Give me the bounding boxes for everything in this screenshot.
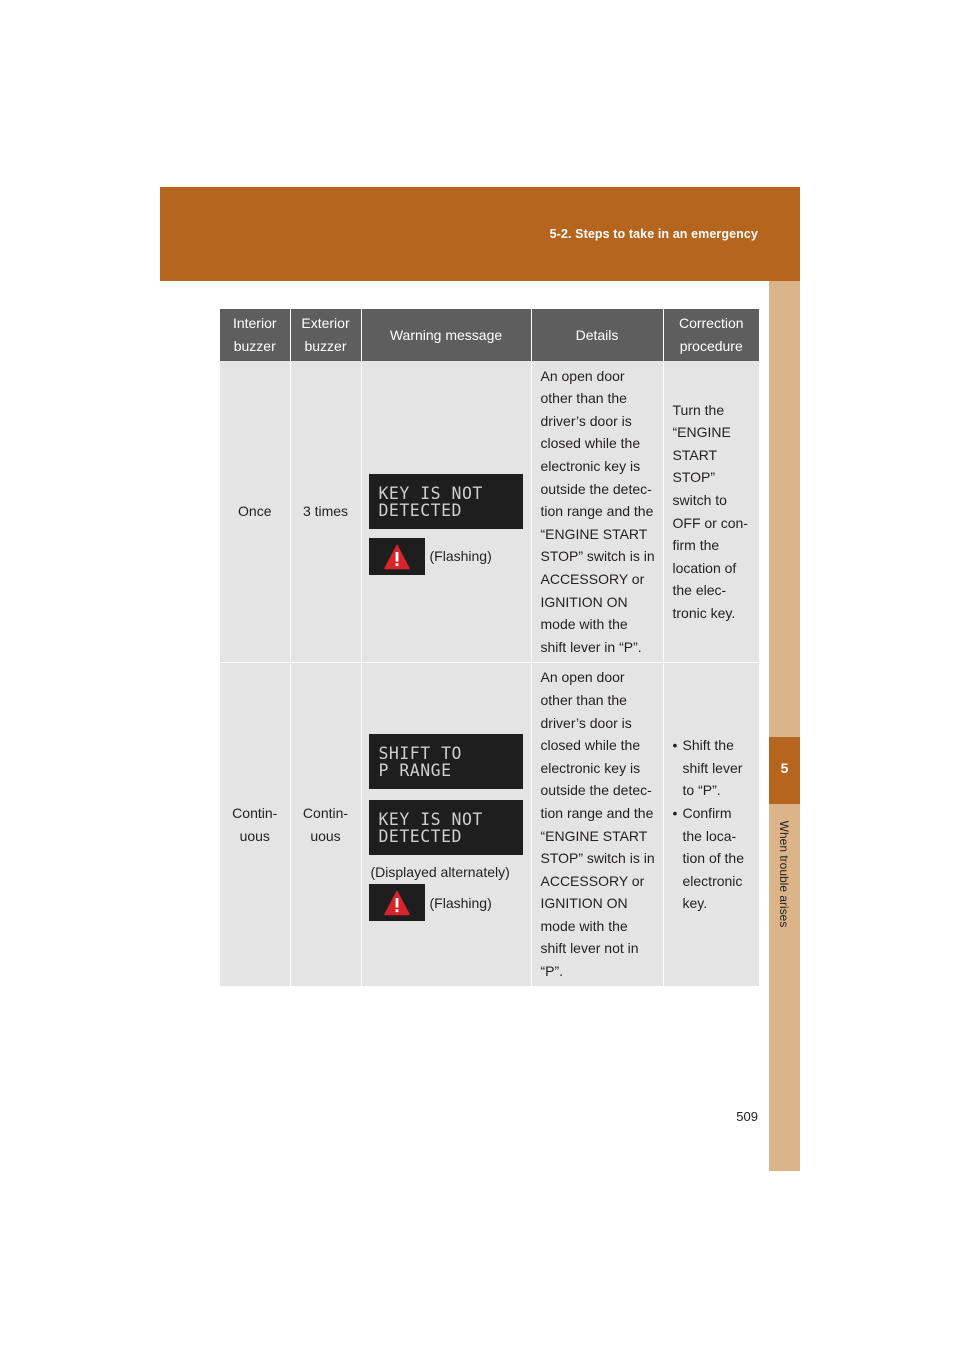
warning-triangle-icon [369,884,425,921]
lcd-display: SHIFT TO P RANGE [369,734,523,789]
header-details: Details [531,309,663,361]
bullet-mark: • [672,804,678,821]
details-cell: An open door other than the driver’s door is closed while the electronic key is outside the detec- tion range and the “ENGINE START STOP” switch is in ACCESSORY or IGNITION ON mode with the shift lever not in “P”. [531,663,663,987]
table-header-row [220,309,759,361]
table-row [220,361,759,663]
warning-message-cell [361,361,531,663]
warning-message-cell [361,663,531,987]
correction-cell [663,663,759,987]
correction-cell: Turn the “ENGINE START STOP” switch to OFF or con- firm the location of the elec- tronic key. [663,361,759,663]
exterior-buzzer-cell: 3 times [290,361,361,663]
table-row [220,663,759,987]
list-item: • Confirm the loca- tion of the electronic key. [673,802,758,915]
interior-buzzer-cell: Once [220,361,290,663]
section-title: 5-2. Steps to take in an emergency [549,227,758,241]
list-item: • Shift the shift lever to “P”. [673,734,758,802]
chapter-side-strip [769,281,800,1171]
exterior-buzzer-cell: Contin- uous [290,663,361,987]
bullet-mark: • [672,737,678,754]
header-exterior-buzzer: Exterior buzzer [290,309,361,361]
details-cell: An open door other than the driver’s door is closed while the electronic key is outside the detec- tion range and the “ENGINE START STOP” switch is in ACCESSORY or IGNITION ON mode with the shift lever in “P”. [531,361,663,663]
flashing-indicator [369,884,531,921]
header-warning-message: Warning message [361,309,531,361]
warning-triangle-icon [369,538,425,575]
header-correction-procedure: Correction procedure [663,309,759,361]
chapter-label: When trouble arises [777,820,791,928]
page-number: 509 [736,1109,758,1124]
header-interior-buzzer: Interior buzzer [220,309,290,361]
flashing-label: (Flashing) [429,894,492,911]
chapter-number: 5 [780,760,789,776]
flashing-indicator [369,538,531,575]
alternate-display-note: (Displayed alternately) [370,863,510,880]
lcd-display: KEY IS NOT DETECTED [369,474,523,529]
section-header-band [160,187,800,281]
warning-table [220,309,759,987]
lcd-display: KEY IS NOT DETECTED [369,800,523,855]
interior-buzzer-cell: Contin- uous [220,663,290,987]
flashing-label: (Flashing) [429,548,492,565]
